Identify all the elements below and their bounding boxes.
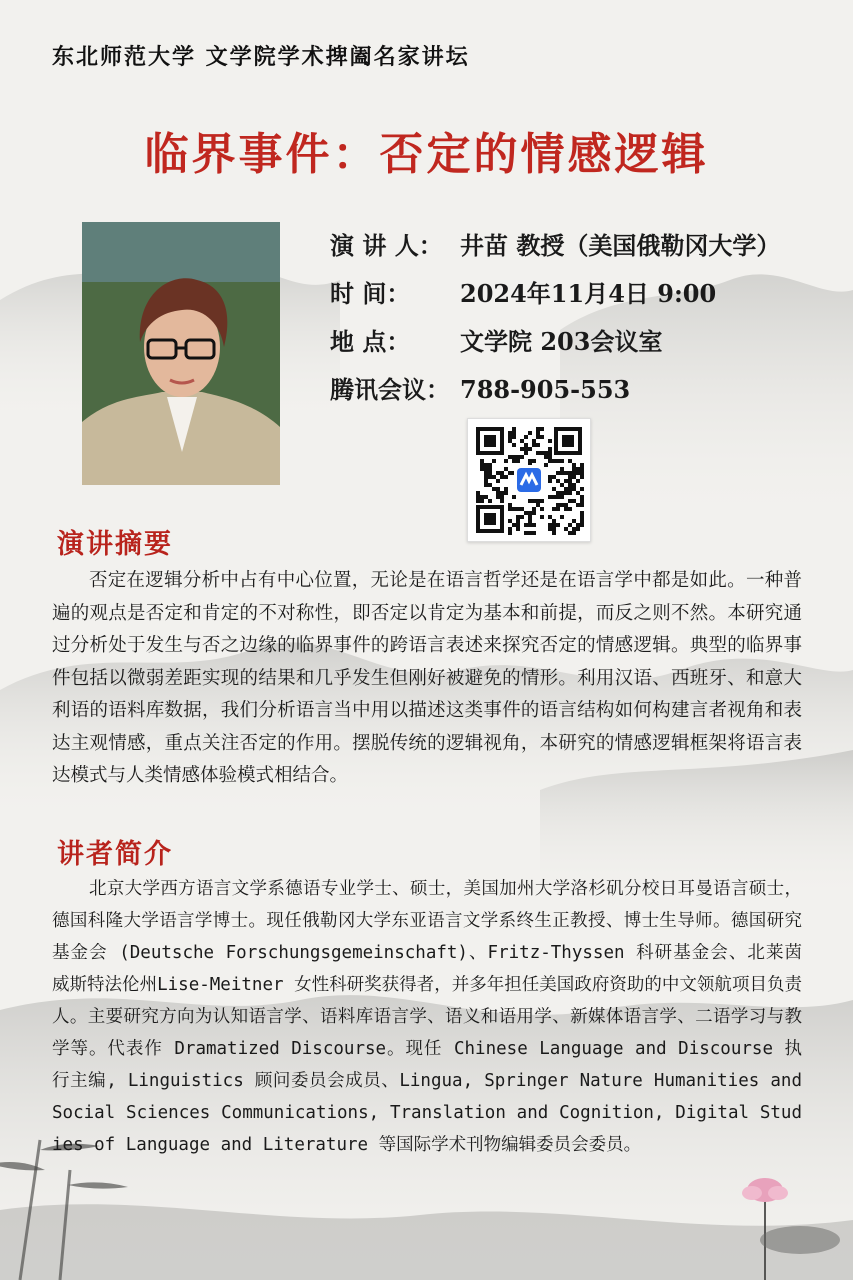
bio-text: 北京大学西方语言文学系德语专业学士、硕士，美国加州大学洛杉矶分校日耳曼语言硕士，德国科隆大学语言学博士。现任俄勒冈大学东亚语言文学系终生正教授、博士生导师。德国研究基金会 (Deutsche Forschungsgemeinschaft)、Fritz-Thyssen 科研基金会、北莱茵威斯特法伦州Lise-Meitner 女性科研奖获得者，并多年担任美国政府资助的中文领航项目负责人。主要研究方向为认知语言学、语料库语言学、语义和语用学、新媒体语言学、二语学习与教学等。代表作 Dramatized Discourse。现任 Chinese Language and Discourse 执行主编, Linguistics 顾问委员会成员、Lingua, Springer Nature Humanities and Social Sciences Communications, Translation and Cognition, Digital Studies of Language and Literature 等国际学术刊物编辑委员会委员。 bbox=[52, 879, 802, 1155]
abstract-heading: 演讲摘要 bbox=[57, 529, 173, 560]
lecture-title: 临界事件：否定的情感逻辑 bbox=[144, 129, 709, 180]
info-label: 时 间： bbox=[330, 279, 411, 308]
speaker-photo bbox=[82, 222, 280, 485]
bio-heading: 讲者简介 bbox=[57, 839, 173, 870]
info-label: 腾讯会议： bbox=[330, 375, 450, 404]
event-info bbox=[330, 228, 840, 420]
info-meeting bbox=[330, 372, 840, 420]
info-value: 文学院 203会议室 bbox=[460, 327, 663, 356]
info-label: 地 点： bbox=[330, 327, 411, 356]
info-value: 2024年11月4日 9:00 bbox=[460, 279, 717, 308]
info-value[interactable]: 788-905-553 bbox=[460, 375, 631, 404]
meeting-qr-code[interactable] bbox=[467, 418, 591, 542]
info-speaker bbox=[330, 228, 840, 276]
info-label: 演 讲 人： bbox=[330, 231, 443, 260]
portrait-illustration bbox=[82, 222, 280, 485]
qr-pattern bbox=[468, 419, 590, 541]
forum-name: 东北师范大学 文学院学术捭阖名家讲坛 bbox=[52, 44, 470, 70]
info-time bbox=[330, 276, 840, 324]
info-location bbox=[330, 324, 840, 372]
abstract-text: 否定在逻辑分析中占有中心位置，无论是在语言哲学还是在语言学中都是如此。一种普遍的观点是否定和肯定的不对称性，即否定以肯定为基本和前提，而反之则不然。本研究通过分析处于发生与否之边缘的临界事件的跨语言表述来探究否定的情感逻辑。典型的临界事件包括以微弱差距实现的结果和几乎发生但刚好被避免的情形。利用汉语、西班牙、和意大利语的语料库数据，我们分析语言当中用以描述这类事件的语言结构如何构建言者视角和表达主观情感，重点关注否定的作用。摆脱传统的逻辑视角，本研究的情感逻辑框架将语言表达模式与人类情感体验模式相结合。 bbox=[52, 570, 802, 786]
info-value: 井苗 教授（美国俄勒冈大学） bbox=[460, 231, 781, 260]
